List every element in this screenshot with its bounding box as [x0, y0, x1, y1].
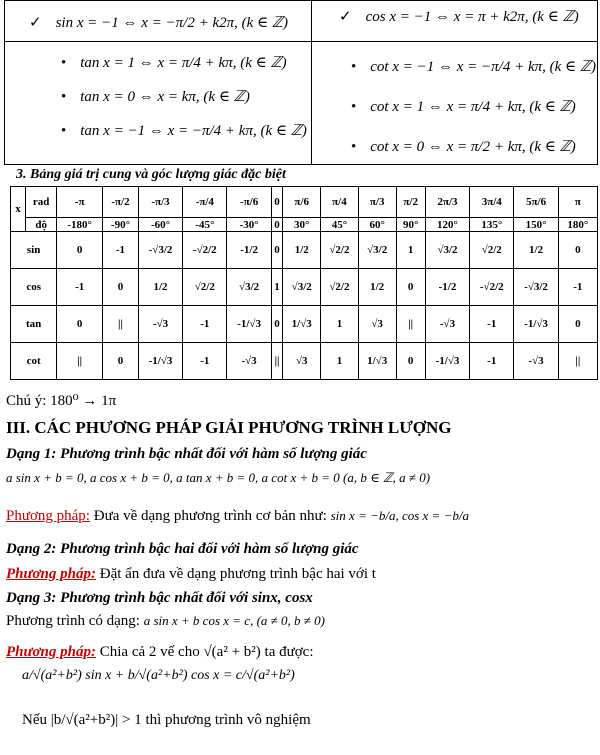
rad-cell: π/3 [358, 187, 396, 218]
value-cell: || [271, 343, 283, 380]
dang1-title: Dạng 1: Phương trình bậc nhất đối với hàm số lượng giác [6, 446, 367, 462]
value-cell: -√3 [138, 306, 182, 343]
value-cell: -1 [57, 269, 103, 306]
value-cell: || [57, 343, 103, 380]
formula-tan-neg1: • tan x = −1 ⇔ x = −π/4 + kπ, (k ∈ ℤ) [61, 123, 307, 139]
value-cell: 1 [271, 269, 283, 306]
rad-cell: -π/6 [227, 187, 271, 218]
value-cell: 1/2 [514, 232, 558, 269]
value-cell: √3 [358, 306, 396, 343]
value-cell: -1 [558, 269, 597, 306]
value-cell: √2/2 [183, 269, 227, 306]
value-cell: 1/√3 [358, 343, 396, 380]
table-row [11, 306, 598, 343]
value-cell: √3/2 [283, 269, 321, 306]
table-row [11, 269, 598, 306]
rad-cell: π/4 [321, 187, 359, 218]
table-row [11, 343, 598, 380]
value-cell: 1 [321, 343, 359, 380]
value-cell: -√3 [425, 306, 469, 343]
values-table [10, 186, 598, 380]
rad-cell: 3π/4 [470, 187, 514, 218]
rad-cell: 2π/3 [425, 187, 469, 218]
dang1-equations: a sin x + b = 0, a cos x + b = 0, a tan x + b = 0, a cot x + b = 0 (a, b ∈ ℤ, a ≠ 0) [6, 470, 431, 485]
value-cell: √2/2 [321, 269, 359, 306]
deg-cell: 90° [396, 218, 425, 232]
bullet-icon: • [61, 55, 67, 71]
value-cell: 0 [103, 269, 139, 306]
value-cell: 0 [271, 306, 283, 343]
value-cell: 0 [396, 343, 425, 380]
deg-label-cell: độ [26, 218, 57, 232]
deg-cell: 0 [271, 218, 283, 232]
formula-cot-neg1: • cot x = −1 ⇔ x = −π/4 + kπ, (k ∈ ℤ) [351, 59, 597, 75]
value-cell: √3 [283, 343, 321, 380]
check-icon: ✓ [339, 9, 352, 25]
function-cell: cot [11, 343, 57, 380]
value-cell: -1/2 [425, 269, 469, 306]
dang3-method: Phương pháp: Chia cả 2 vế cho √(a² + b²) ta được: [6, 644, 314, 660]
rad-cell: -π [57, 187, 103, 218]
value-cell: √3/2 [425, 232, 469, 269]
rad-cell: 5π/6 [514, 187, 558, 218]
deg-cell: 45° [321, 218, 359, 232]
value-cell: 0 [558, 232, 597, 269]
deg-cell: -90° [103, 218, 139, 232]
value-cell: √3/2 [227, 269, 271, 306]
rad-cell: 0 [271, 187, 283, 218]
deg-cell: 120° [425, 218, 469, 232]
table-row [11, 232, 598, 269]
deg-cell: 180° [558, 218, 597, 232]
formula-cos-neg1: ✓ cos x = −1 ⇔ x = π + k2π, (k ∈ ℤ) [339, 9, 579, 25]
section-3-title: 3. Bảng giá trị cung và góc lượng giác đặc biệt [16, 167, 286, 182]
deg-cell: -60° [138, 218, 182, 232]
value-cell: -√2/2 [183, 232, 227, 269]
rad-label-cell: rad [26, 187, 57, 218]
function-cell: tan [11, 306, 57, 343]
value-cell: 0 [57, 306, 103, 343]
formula-tan-1: • tan x = 1 ⇔ x = π/4 + kπ, (k ∈ ℤ) [61, 55, 287, 71]
dang1-method: Phương pháp: Đưa về dạng phương trình cơ bản như: sin x = −b/a, cos x = −b/a [6, 508, 469, 524]
dang3-title: Dạng 3: Phương trình bậc nhất đối với sinx, cosx [6, 590, 313, 606]
formula-cot-1: • cot x = 1 ⇔ x = π/4 + kπ, (k ∈ ℤ) [351, 99, 576, 115]
value-cell: √3/2 [358, 232, 396, 269]
formula-sin-neg1: ✓ sin x = −1 ⇔ x = −π/2 + k2π, (k ∈ ℤ) [29, 15, 289, 31]
value-cell: -1 [183, 343, 227, 380]
value-cell: -√3/2 [514, 269, 558, 306]
method-label: Phương pháp: [6, 508, 90, 524]
rad-cell: -π/4 [183, 187, 227, 218]
value-cell: 1 [396, 232, 425, 269]
method-label: Phương pháp: [6, 566, 96, 582]
dang3-main-equation: a/√(a²+b²) sin x + b/√(a²+b²) cos x = c/√(a²+b²) [22, 668, 295, 683]
deg-cell: 135° [470, 218, 514, 232]
value-cell: -√3 [227, 343, 271, 380]
rad-cell: π/6 [283, 187, 321, 218]
value-cell: 1/2 [138, 269, 182, 306]
bullet-icon: • [351, 139, 357, 155]
check-icon: ✓ [29, 15, 42, 31]
deg-cell: 30° [283, 218, 321, 232]
x-label-cell: x [11, 187, 26, 232]
value-cell: || [558, 343, 597, 380]
section-heading: III. CÁC PHƯƠNG PHÁP GIẢI PHƯƠNG TRÌNH LƯỢNG [6, 418, 452, 437]
function-cell: cos [11, 269, 57, 306]
value-cell: 0 [103, 343, 139, 380]
value-cell: -1/2 [227, 232, 271, 269]
value-cell: -√3/2 [138, 232, 182, 269]
bullet-icon: • [61, 89, 67, 105]
value-cell: || [396, 306, 425, 343]
note: Chú ý: 180⁰ → 1π [6, 393, 117, 409]
deg-cell: 150° [514, 218, 558, 232]
value-cell: -1 [103, 232, 139, 269]
value-cell: 0 [396, 269, 425, 306]
value-cell: -1/√3 [138, 343, 182, 380]
dang2-title: Dạng 2: Phương trình bậc hai đối với hàm số lượng giác [6, 541, 359, 557]
value-cell: 1 [321, 306, 359, 343]
deg-cell: 60° [358, 218, 396, 232]
deg-cell: -45° [183, 218, 227, 232]
deg-cell: -180° [57, 218, 103, 232]
value-cell: 1/2 [358, 269, 396, 306]
bullet-icon: • [61, 123, 67, 139]
rad-cell: π/2 [396, 187, 425, 218]
value-cell: 0 [558, 306, 597, 343]
bullet-icon: • [351, 99, 357, 115]
value-cell: -1/√3 [514, 306, 558, 343]
value-cell: -1/√3 [227, 306, 271, 343]
rad-cell: -π/2 [103, 187, 139, 218]
value-cell: √2/2 [470, 232, 514, 269]
formula-tan-0: • tan x = 0 ⇔ x = kπ, (k ∈ ℤ) [61, 89, 250, 105]
value-cell: 0 [57, 232, 103, 269]
value-cell: -√3 [514, 343, 558, 380]
method-label: Phương pháp: [6, 644, 96, 660]
value-cell: 1/2 [283, 232, 321, 269]
value-cell: || [103, 306, 139, 343]
bullet-icon: • [351, 59, 357, 75]
formula-cot-0: • cot x = 0 ⇔ x = π/2 + kπ, (k ∈ ℤ) [351, 139, 576, 155]
value-cell: 0 [271, 232, 283, 269]
value-cell: -√2/2 [470, 269, 514, 306]
formula-table [4, 0, 598, 165]
dang3-form: Phương trình có dạng: a sin x + b cos x = c, (a ≠ 0, b ≠ 0) [6, 613, 326, 629]
dang2-method: Phương pháp: Đặt ẩn đưa về dạng phương trình bậc hai với t [6, 566, 376, 582]
function-cell: sin [11, 232, 57, 269]
value-cell: -1/√3 [425, 343, 469, 380]
dang3-condition: Nếu |b/√(a²+b²)| > 1 thì phương trình vô nghiệm [22, 712, 311, 728]
value-cell: -1 [470, 306, 514, 343]
value-cell: -1 [183, 306, 227, 343]
rad-cell: π [558, 187, 597, 218]
deg-cell: -30° [227, 218, 271, 232]
value-cell: 1/√3 [283, 306, 321, 343]
value-cell: -1 [470, 343, 514, 380]
value-cell: √2/2 [321, 232, 359, 269]
rad-cell: -π/3 [138, 187, 182, 218]
